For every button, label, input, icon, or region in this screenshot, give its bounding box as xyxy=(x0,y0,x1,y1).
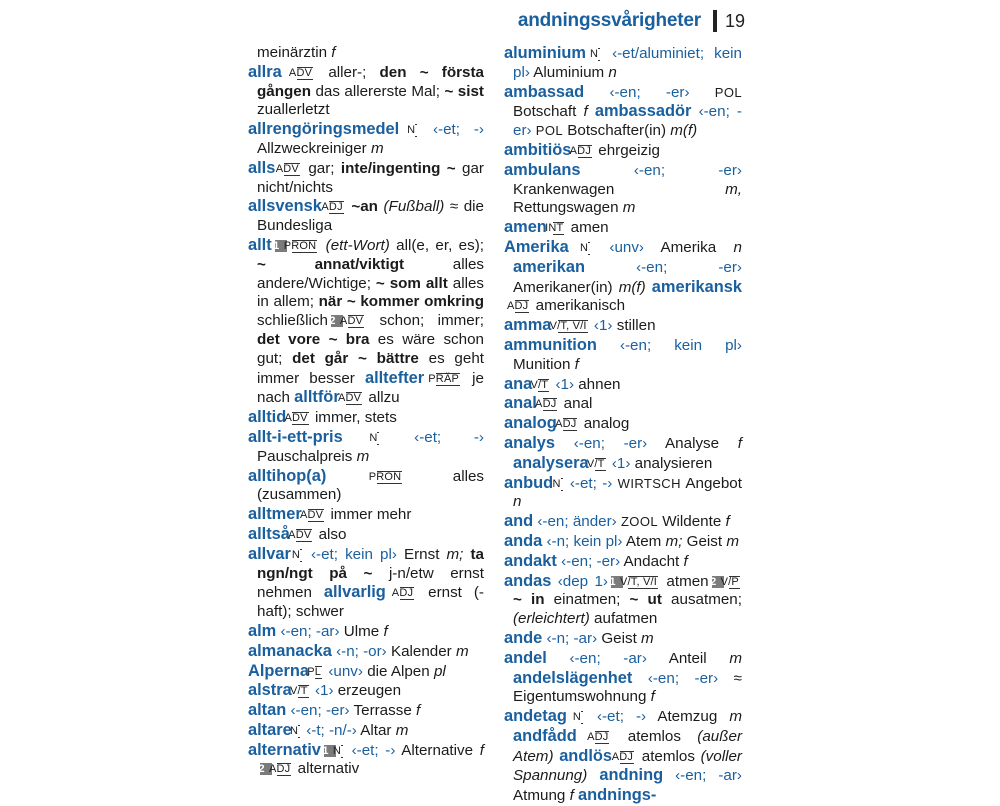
headword: ambassadör xyxy=(594,102,692,121)
dictionary-entry: andel ‹-en; -ar› Anteil m andelslägenhet ‹-en; -er› ≈ Eigentumswohnung f xyxy=(504,648,742,706)
pos-label: ADV xyxy=(299,509,324,522)
dictionary-entry: alltmer ADV immer mehr xyxy=(248,505,412,524)
headword: alltmer xyxy=(248,505,302,524)
headword: andakt xyxy=(504,551,557,570)
headword: andel xyxy=(504,648,547,667)
pos-label: ADV xyxy=(275,162,299,175)
headword: amerikan xyxy=(513,257,585,276)
left-column xyxy=(248,44,484,779)
dictionary-entry: almanacka ‹-n; -or› Kalender m xyxy=(248,641,469,660)
dictionary-entry: ammunition ‹-en; kein pl› Munition f xyxy=(504,335,742,373)
pos-label: ADV xyxy=(288,528,312,541)
dictionary-entry: analog ADJ analog xyxy=(504,414,630,433)
headword: andfådd xyxy=(513,726,577,745)
headword: alstra xyxy=(248,681,292,700)
pos-label: ADJ xyxy=(269,763,291,776)
dictionary-entry: altare N ‹-t; -n/-› Altar m xyxy=(248,720,409,739)
pos-label: ADJ xyxy=(391,587,414,600)
dictionary-entry: alltid ADV immer, stets xyxy=(248,408,397,427)
dictionary-entry: allrengöringsmedel N ‹-et; -› Allzweckreiniger m xyxy=(248,120,484,157)
headword: altan xyxy=(248,701,287,720)
dictionary-entry: andakt ‹-en; -er› Andacht f xyxy=(504,551,688,570)
pos-label: V/P xyxy=(720,575,739,588)
pos-label: PRON xyxy=(283,239,317,252)
dictionary-entry: andas ‹dep 1›1 V/T, V/I atmen2 V/P ~ in einatmen; ~ ut ausatmen; (erleichtert) aufatmen xyxy=(504,571,742,628)
headword: ambulans xyxy=(504,160,581,179)
headword: analysera xyxy=(513,453,589,472)
headword: Amerika xyxy=(504,237,569,256)
dictionary-entry: analys ‹-en; -er› Analyse f analysera V/T ‹1› analysieren xyxy=(504,433,742,472)
dictionary-entry: alltihop(a) PRON alles (zusammen) xyxy=(248,466,484,504)
headword: amma xyxy=(504,316,552,335)
headword: andnings- xyxy=(578,786,657,805)
pos-label: V/T xyxy=(289,685,308,698)
pos-label: INT xyxy=(545,222,564,235)
pos-label: N xyxy=(289,724,299,737)
dictionary-entry: and ‹-en; änder› ZOOL Wildente f xyxy=(504,512,730,531)
headword: allt-i-ett-pris xyxy=(248,427,343,446)
sense-number: 1 xyxy=(324,745,336,757)
sense-number: 2 xyxy=(331,315,343,327)
dictionary-entry: aluminium N ‹-et/aluminiet; kein pl› Aluminium n xyxy=(504,44,742,81)
pos-label: N xyxy=(291,548,301,561)
headword: alls xyxy=(248,158,276,177)
pos-label: V/T xyxy=(586,457,605,470)
pos-label: N xyxy=(572,711,582,724)
pos-label: ADV xyxy=(339,315,364,328)
headword: ammunition xyxy=(504,335,597,354)
dictionary-entry: alltså ADV also xyxy=(248,524,347,543)
dictionary-entry: ambitiös ADJ ehrgeizig xyxy=(504,140,660,159)
dictionary-entry: allvar N ‹-et; kein pl› Ernst m; ta ngn/ngt på ~ j-n/etw ernst nehmen allvarlig ADJ ernst (-haft); schwer xyxy=(248,544,484,621)
dictionary-entry: ande ‹-n; -ar› Geist m xyxy=(504,628,654,647)
dictionary-entry: alstra V/T ‹1› erzeugen xyxy=(248,681,402,700)
headword: alltför xyxy=(294,388,340,407)
headword: andas xyxy=(504,571,552,590)
headword: amen xyxy=(504,218,547,237)
dictionary-entry: alternativ1 N ‹-et; -› Alternative f2 ADJ alternativ xyxy=(248,740,484,778)
headword: alm xyxy=(248,621,277,640)
domain-label: POL xyxy=(535,123,564,139)
dictionary-entry: ambulans ‹-en; -er› Krankenwagen m, Rettungswagen m xyxy=(504,160,742,217)
domain-label: WIRTSCH xyxy=(617,475,681,491)
headword: analys xyxy=(504,433,556,452)
headword: anbud xyxy=(504,473,554,492)
sense-number: 2 xyxy=(260,763,272,775)
pos-label: ADJ xyxy=(611,750,634,763)
headword: and xyxy=(504,512,534,531)
headword: andning xyxy=(599,766,664,785)
pos-label: ADJ xyxy=(507,300,529,313)
dictionary-entry: allt1 PRON (ett-Wort) all(e, er, es); ~ annat/viktigt alles andere/Wichtige; ~ som allt alles in allem; när ~ kommer omkring schließlich2 ADV schon; immer; det vore ~ bra es wäre schon gut; det går ~ bättre es geht immer besser alltefter PRÄP je nach alltför ADV allzu xyxy=(248,235,484,407)
sense-number: 1 xyxy=(275,240,287,252)
headword: ambitiös xyxy=(504,140,572,159)
headword: allsvensk xyxy=(248,197,322,216)
pos-label: V/T, V/I xyxy=(549,320,587,333)
headword: allvarlig xyxy=(323,583,386,602)
pos-label: N xyxy=(552,477,561,490)
dictionary-entry: allra ADV aller-; den ~ första gången das allererste Mal; ~ sist zuallerletzt xyxy=(248,62,484,119)
headword: andelslägenhet xyxy=(513,668,633,687)
pos-label: N xyxy=(369,431,378,444)
pos-label: N xyxy=(580,241,589,254)
dictionary-entry: Amerika N ‹unv› Amerika n amerikan ‹-en; -er› Amerikaner(in) m(f) amerikansk ADJ amerikanisch xyxy=(504,237,742,315)
headword: allt xyxy=(248,235,272,254)
dictionary-entry: ambassad ‹-en; -er› POL Botschaft f ambassadör ‹-en; -er› POL Botschafter(in) m(f) xyxy=(504,82,742,140)
dictionary-entry: allsvensk ADJ ~an (Fußball) ≈ die Bundesliga xyxy=(248,197,484,235)
headword: almanacka xyxy=(248,641,332,660)
pos-label: ADJ xyxy=(321,201,343,214)
pos-label: ADJ xyxy=(569,144,592,157)
dictionary-entry: meinärztin f xyxy=(257,44,336,61)
pos-label: ADJ xyxy=(535,398,557,411)
headword: alltså xyxy=(248,524,290,543)
pos-label: PL xyxy=(307,665,322,678)
pos-label: ADV xyxy=(284,412,308,425)
pos-label: PRÄP xyxy=(428,372,460,385)
dictionary-entry: anbud N ‹-et; -› WIRTSCH Angebot n xyxy=(504,473,742,511)
headword: altare xyxy=(248,720,292,739)
pos-label: N xyxy=(590,48,599,60)
right-column xyxy=(504,44,742,806)
sense-number: 2 xyxy=(712,576,724,588)
headword: anal xyxy=(504,394,537,413)
headword: allrengöringsmedel xyxy=(248,120,400,139)
page-header xyxy=(495,6,745,36)
dictionary-entry: amen INT amen xyxy=(504,218,609,237)
pos-label: N xyxy=(332,744,342,757)
headword: alltihop(a) xyxy=(248,466,327,485)
dictionary-entry: allt-i-ett-pris N ‹-et; -› Pauschalpreis m xyxy=(248,427,484,465)
pos-label: ADV xyxy=(288,66,313,79)
headword: analog xyxy=(504,414,557,433)
headword: anda xyxy=(504,531,543,550)
dictionary-entry: andetag N ‹-et; -› Atemzug m andfådd ADJ atemlos (außer Atem) andlös ADJ atemlos (voller Spannung) andning ‹-en; -ar› Atmung f andnings- xyxy=(504,707,742,805)
pos-label: ADJ xyxy=(587,730,609,743)
dictionary-entry: anda ‹-n; kein pl› Atem m; Geist m xyxy=(504,531,739,550)
header-separator xyxy=(713,10,717,32)
pos-label: ADJ xyxy=(555,418,577,431)
headword: ambassad xyxy=(504,82,585,101)
dictionary-entry: ana V/T ‹1› ahnen xyxy=(504,374,621,393)
domain-label: ZOOL xyxy=(620,514,658,530)
headword: alltid xyxy=(248,408,287,427)
headword: alltefter xyxy=(364,368,425,387)
pos-label: PRON xyxy=(368,470,402,483)
pos-label: V/T xyxy=(530,378,549,391)
headword: ana xyxy=(504,374,533,393)
headword: amerikansk xyxy=(651,277,742,296)
pos-label: N xyxy=(407,124,416,137)
domain-label: POL xyxy=(714,84,742,100)
headword: alternativ xyxy=(248,740,321,759)
headword: andlös xyxy=(559,746,613,765)
headword: allra xyxy=(248,62,282,81)
dictionary-entry: alls ADV gar; inte/ingenting ~ gar nicht/nichts xyxy=(248,158,484,196)
headword: ande xyxy=(504,628,543,647)
dictionary-entry: amma V/T, V/I ‹1› stillen xyxy=(504,316,656,335)
page-number: 19 xyxy=(724,10,745,31)
headword: aluminium xyxy=(504,44,586,62)
headword: allvar xyxy=(248,544,291,563)
dictionary-entry: altan ‹-en; -er› Terrasse f xyxy=(248,701,421,720)
pos-label: V/T, V/I xyxy=(620,575,658,588)
dictionary-entry: Alperna PL ‹unv› die Alpen pl xyxy=(248,661,446,680)
dictionary-entry: alm ‹-en; -ar› Ulme f xyxy=(248,621,388,640)
running-head: andningssvårigheter xyxy=(517,10,701,31)
headword: Alperna xyxy=(248,661,310,680)
sense-number: 1 xyxy=(611,576,623,588)
headword: andetag xyxy=(504,707,567,726)
dictionary-entry: anal ADJ anal xyxy=(504,394,593,413)
pos-label: ADV xyxy=(337,392,362,405)
